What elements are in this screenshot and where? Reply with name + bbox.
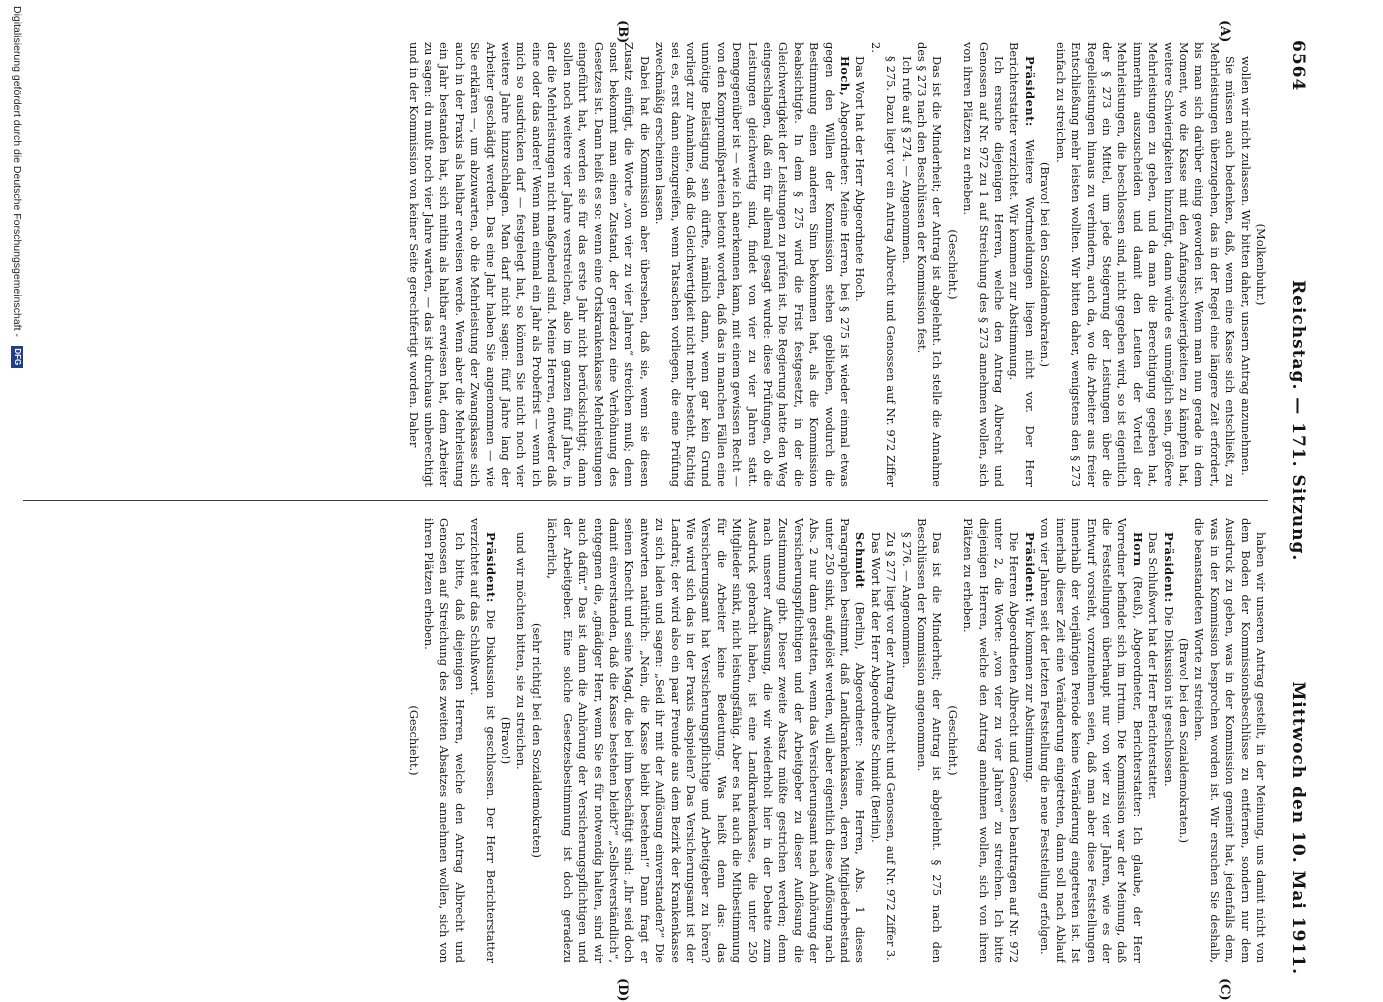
speaker-name: Präsident: xyxy=(1022,532,1037,603)
stage-direction: (Bravo! bei den Sozialdemokraten.) xyxy=(1038,161,1053,368)
column-divider xyxy=(23,500,1268,501)
stage-direction: (Geschieht.) xyxy=(945,229,960,300)
speaker-paragraph xyxy=(544,518,868,963)
speaker-paragraph xyxy=(652,42,852,487)
paragraph: Das Wort hat der Herr Abgeordnete Hoch. xyxy=(853,56,868,302)
speech-text: Die Diskussion ist geschlossen. xyxy=(1161,606,1176,787)
speaker-name: Präsident: xyxy=(1161,532,1176,603)
speaker-name: Schmidt xyxy=(853,532,868,589)
page-header xyxy=(1282,40,1312,975)
stage-direction: (Bravo! bei den Sozialdemokraten.) xyxy=(1176,637,1191,844)
paragraph: Zu § 277 liegt vor der Antrag Albrecht und Genossen, auf Nr. 972 Ziffer 3. xyxy=(884,532,899,961)
paragraph: Ich ersuche diejenigen Herren, welche den Antrag Albrecht und Genossen auf Nr. 972 zu 1 auf Streichung des § 273 annehmen wollen, sich von ihren Plätzen zu erheben. xyxy=(961,42,1007,487)
margin-mark-b: (B) xyxy=(615,20,630,44)
right-column xyxy=(23,518,1268,963)
speech-text: Weitere Wortmeldungen liegen nicht vor. Der Herr Berichterstatter verzichtet. Wir kommen zur Abstimmung. xyxy=(1007,42,1037,487)
paragraph: § 276. — Angenommen. xyxy=(899,532,914,669)
paragraph: und wir möchten bitten, sie zu streichen. xyxy=(514,532,529,770)
session-title: Reichstag. — 171. Sitzung. xyxy=(1288,280,1308,562)
paragraph: Dabei hat die Kommission aber übersehen, daß sie, wenn sie diesen Zusatz einfügt, die Worte „von vier zu vier Jahren“ streichen muß; denn sonst bekommt man einen Zustand, der geradezu eine Verhöhnung des Gesetzes ist. Dann heißt es so: wenn eine Ortskrankenkasse Mehrleistungen eingeführt hat, werden sie für das erste Jahr nicht berücksichtigt; dann sollen noch weitere vier Jahre verstreichen, also im ganzen fünf Jahre, in der die Mehrleistungen nicht maßgebend sind. Meine Herren, entweder daß eine oder das andere! Wenn man einmal ein Jahr als Probefrist — wenn ich mich so ausdrücken darf — festgelegt hat, so können Sie nicht noch vier weitere Jahre hinzuschlagen. Man darf nicht sagen: fünf Jahre lang der Arbeiter geschädigt werden. Das eine Jahr haben Sie angenommen — wie Sie erklären —, um abzuwarten, ob die Mehrleistung der Zwangskasse sich auch in der Praxis als haltbar erweisen werde. Wenn aber die Mehrleistung ein Jahr bestanden hat, sich mithin als haltbar erwiesen hat, dem Arbeiter zu sagen: du mußt noch vier Jahre warten, — das ist durchaus unberechtigt und in der Kommission von keiner Seite gerechtfertigt worden. Daher xyxy=(406,42,652,487)
margin-mark-c: (C) xyxy=(1217,978,1232,1001)
margin-mark-a: (A) xyxy=(1217,20,1232,43)
speech-text: (Berlin), Abgeordneter: Meine Herren, Abs. 1 dieses Paragraphen bestimmt, daß Landkrankenkassen, deren Mitgliederbestand unter 250 sinkt, aufgelöst werden, will aber eigentlich diese Auflösung nach Abs. 2 nur dann gestatten, wenn das Versicherungsamt nach Anhörung der Versicherungspflichtigen und der Arbeitgeber zu dieser Auflösung die Zustimmung gibt. Dieser zweite Absatz müßte gestrichen werden; denn nach unserer Auffassung, die wir wiederholt hier in der Debatte zum Ausdruck gebracht haben, ist eine Landkrankenkasse, die unter 250 Mitglieder sinkt, nicht leistungsfähig. Aber es hat auch die Mitbestimmung für die Arbeiter keine Bedeutung. Was heißt denn das: das Versicherungsamt hat Versicherungspflichtige und Arbeitgeber zu hören? Wie wird sich das in der Praxis abspielen? Das Versicherungsamt ist der Landrat; der wird also ein paar Freunde aus dem Bezirk der Krankenkasse zu sich laden und sagen: „Seid ihr mit der Auflösung einverstanden?“ Die antworten natürlich: „Nein, die Kasse bleibt bestehen!“ Dann fragt er seinen Knecht und seine Magd, die bei ihm beschäftigt sind: „Ihr seid doch damit einverstanden, daß die Kasse bestehen bleibt?“ „Selbstverständlich“, entgegnen die, „gnädiger Herr, wenn Sie es für notwendig halten, sind wir auch dafür.“ Das ist dann die Anhörung der Versicherungspflichtigen und der Arbeitgeber. Eine solche Gesetzesbestimmung ist doch geradezu lächerlich, xyxy=(545,518,868,963)
speech-text: Die Diskussion ist geschlossen. Der Herr Berichterstatter verzichtet auf das Schlußwort. xyxy=(468,518,498,963)
speaker-name: Hoch, xyxy=(838,56,853,97)
paragraph: Sie müssen auch bedenken, daß, wenn eine Kasse sich entschließt, zu Mehrleistungen überzugehen, das in der Regel eine längere Zeit erfordert, bis man sich darüber einig geworden ist. Wenn man nun gerade in dem Moment, wo die Kasse mit den Anfangsschwierigkeiten zu kämpfen hat, weitere Schwierigkeiten hinzufügt, dann würde es unmöglich sein, größere Mehrleistungen zu geben, und da man die Berechtigung gegeben hat, immerhin auszuscheiden und damit den Leuten der Vorteil der Mehrleistungen, die beschlossen sind, nicht gegeben wird, so ist eigentlich der § 273 ein Mittel, um jede Steigerung der Leistungen über die Regelleistungen hinaus zu verhindern, auch da, wo die Arbeiter aus freier Entschließung mehr leisten wollten. Wir bitten daher, wenigstens den § 273 einfach zu streichen. xyxy=(1053,42,1238,487)
paragraph: Die Herren Abgeordneten Albrecht und Genossen beantragen auf Nr. 972 unter 2, die Worte: „von vier zu vier Jahren“ zu streichen. Ich bitte diejenigen Herren, welche den Antrag annehmen wollen, sich von ihren Plätzen zu erheben. xyxy=(961,518,1022,963)
speaker-paragraph xyxy=(1022,518,1037,963)
digitization-footer xyxy=(5,0,23,1000)
paragraph: § 275. Dazu liegt vor ein Antrag Albrecht und Genossen auf Nr. 972 Ziffer 2. xyxy=(868,42,899,487)
paragraph: Das ist die Minderheit; der Antrag ist abgelehnt. § 275 nach den Beschlüssen der Kommission angenommen. xyxy=(915,518,945,963)
stage-direction: (sehr richtig! bei den Sozialdemokraten) xyxy=(529,623,544,858)
speaker-paragraph xyxy=(467,518,498,963)
speaker-name: Präsident: xyxy=(1022,56,1037,127)
paragraph: Das ist die Minderheit; der Antrag ist abgelehnt. Ich stelle die Annahme des § 273 nach den Beschlüssen der Kommission fest. xyxy=(915,42,945,487)
speaker-paragraph xyxy=(1160,518,1175,963)
paragraph: Das Wort hat der Herr Abgeordnete Schmidt (Berlin). xyxy=(868,532,883,843)
session-date: Mittwoch den 10. Mai 1911. xyxy=(1288,681,1308,975)
left-column xyxy=(23,42,1268,487)
margin-mark-d: (D) xyxy=(615,978,630,1002)
paragraph: Ich bitte, daß diejenigen Herren, welche den Antrag Albrecht und Genossen auf Streichung des zweiten Absatzes annehmen wollen, sich von ihren Plätzen erheben. xyxy=(422,518,467,963)
stage-direction: (Bravo!) xyxy=(499,716,514,765)
dfg-logo: DFG xyxy=(11,346,23,368)
speech-text: Wir kommen zur Abstimmung. xyxy=(1022,606,1037,783)
paragraph: Ich rufe auf § 274. — Angenommen. xyxy=(899,56,914,264)
stage-direction: (Geschieht.) xyxy=(945,705,960,776)
speech-text: (Reuß), Abgeordneter, Berichterstatter: Ich glaube, der Herr Vorredner befindet sich im Irrtum. Die Kommission war der Meinung, daß die Feststellungen überhaupt nur von vier zu vier Jahren, wie es der Entwurf vorsieht, vorzunehmen seien, daß man aber diese Feststellungen innerhalb der vierjährigen Periode keine Veränderung eingetreten ist. Ist innerhalb dieser Zeit eine Veränderung eingetreten, dann soll nach Ablauf von vier Jahren seit der letzten Feststellung die neue Feststellung erfolgen. xyxy=(1038,518,1145,963)
paragraph: wollen wir nicht zulassen. Wir bitten daher, unsern Antrag anzunehmen. xyxy=(1238,56,1253,476)
stage-direction: (Geschieht.) xyxy=(406,705,421,776)
speaker-name: Präsident: xyxy=(483,532,498,603)
paragraph: haben wir unseren Antrag gestellt, in der Meinung, uns damit nicht von dem Boden der Kommissionsbeschlüsse zu entfernen, sondern nur dem Ausdruck zu geben, was in der Kommission gemeint hat, jedenfalls dem, was in der Kommission besprochen worden ist. Wir ersuchen Sie deshalb, die beanstandeten Worte zu streichen. xyxy=(1192,518,1268,963)
speaker-paragraph xyxy=(1037,518,1145,963)
speech-text: Abgeordneter: Meine Herren, bei § 275 ist wieder einmal etwas gegen den Willen der Kommission stehen geblieben, wodurch die Bestimmung einen anderen Sinn bekommen hat, als die Kommission beabsichtigte. In dem § 275 wird die Frist festgesetzt, in der die Gleichwertigkeit der Leistungen zu prüfen ist. Die Regierung hatte den Weg eingeschlagen, daß ein für allemal gesagt wurde: diese Prüfungen, ob die Leistungen gleichwertig sind, findet von vier zu vier Jahren statt. Demgegenüber ist — wie ich anerkennen kann, mit einem gewissen Recht — von den Kompromißparteien betont worden, daß das in manchen Fällen eine unnötige Belästigung sein dürfte, nämlich dann, wenn gar kein Grund vorliegt zur Annahme, daß die Gleichwertigkeit nicht mehr besteht. Richtig sei es, erst dann einzugreifen, wenn Tatsachen vorliegen, die eine Prüfung zweckmäßig erscheinen lassen. xyxy=(653,42,853,487)
document-page xyxy=(5,0,1320,1000)
page-number: 6564 xyxy=(1288,40,1308,92)
speaker-paragraph xyxy=(1006,42,1037,487)
footer-text: Digitalisierung gefördert durch die Deutsche Forschungsgemeinschaft - xyxy=(11,6,23,337)
speaker-name: Horn xyxy=(1130,532,1145,567)
paragraph: Das Schlußwort hat der Herr Berichterstatter. xyxy=(1146,532,1161,800)
stage-direction: (Molkenbuhr.) xyxy=(1254,223,1268,306)
